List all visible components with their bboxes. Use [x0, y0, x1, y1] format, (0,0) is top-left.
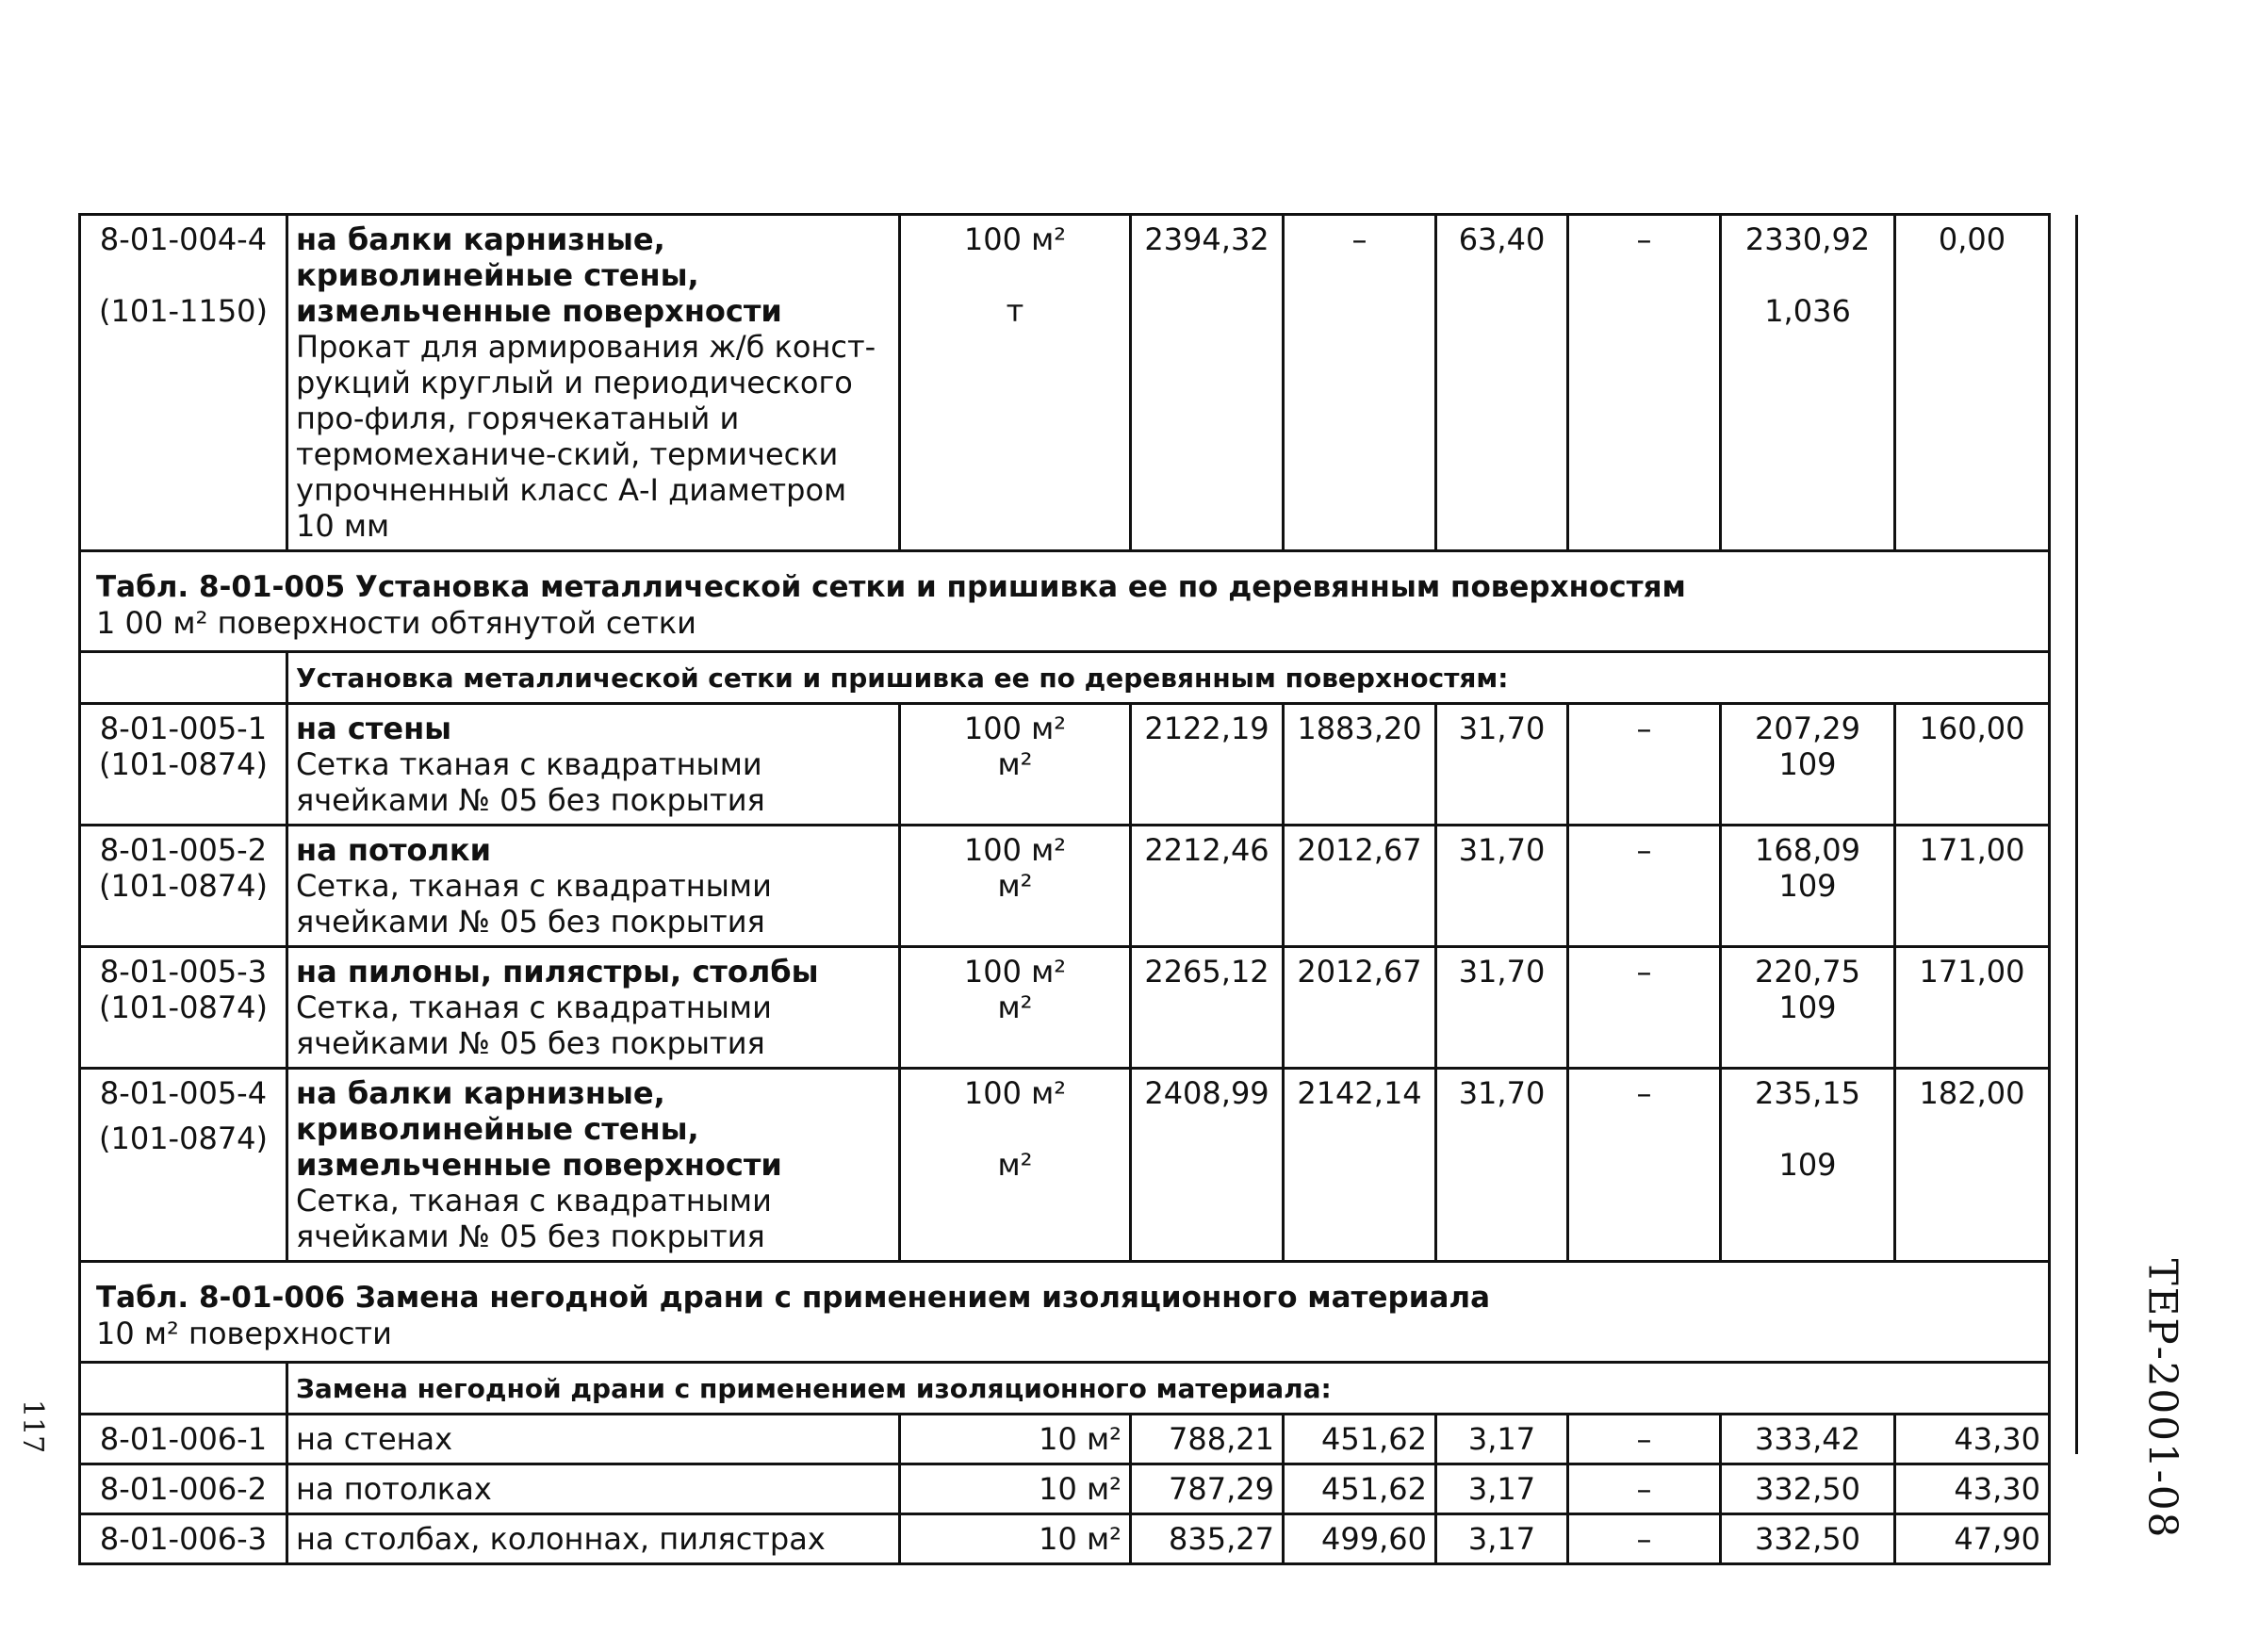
value-machines: 63,40	[1436, 215, 1568, 551]
value-labor: 2142,14	[1284, 1069, 1436, 1262]
value-total: 787,29	[1131, 1464, 1284, 1514]
row-code: 8-01-004-4	[99, 221, 268, 257]
value-machinists: –	[1568, 704, 1721, 826]
value-total: 835,27	[1131, 1514, 1284, 1564]
table-row	[80, 1069, 2050, 1262]
table-row	[80, 947, 2050, 1069]
section-header-row	[80, 551, 2050, 652]
value-total: 788,21	[1131, 1415, 1284, 1464]
unit: 10 м²	[900, 1514, 1131, 1564]
row-code: 8-01-005-1	[99, 711, 268, 746]
material-qty: 109	[1778, 990, 1837, 1025]
row-code: 8-01-006-3	[80, 1514, 287, 1564]
value-total: 2122,19	[1131, 704, 1284, 826]
section-title: Табл. 8-01-006 Замена негодной драни с применением изоляционного материала	[96, 1281, 1491, 1315]
row-code: 8-01-005-4	[99, 1075, 268, 1111]
group-header-row	[80, 1363, 2050, 1415]
value-labor: 2012,67	[1284, 826, 1436, 947]
work-name: на потолки	[296, 832, 492, 868]
row-code: 8-01-005-2	[99, 832, 268, 868]
material-name: Сетка, тканая с квадратными ячейками № 05 без покрытия	[296, 868, 772, 940]
value-machinists: –	[1568, 947, 1721, 1069]
unit: 100 м²	[963, 1075, 1067, 1111]
value-labor: 451,62	[1284, 1464, 1436, 1514]
row-code: 8-01-006-2	[80, 1464, 287, 1514]
work-name: на балки карнизные, криволинейные стены, измельченные поверхности	[296, 1075, 782, 1183]
work-name: на стены	[296, 711, 452, 746]
work-name: на пилоны, пилястры, столбы	[296, 954, 819, 990]
unit: 100 м²	[963, 221, 1067, 257]
work-name: на стенах	[287, 1415, 900, 1464]
value-labor-hours: 160,00	[1895, 704, 2050, 826]
value-materials: 235,15	[1755, 1075, 1860, 1111]
resource-ref: (101-0874)	[98, 746, 269, 782]
value-labor-hours: 171,00	[1895, 947, 2050, 1069]
unit-material: м²	[997, 746, 1033, 782]
value-labor-hours: 43,30	[1895, 1415, 2050, 1464]
value-materials: 332,50	[1721, 1464, 1895, 1514]
value-labor: 1883,20	[1284, 704, 1436, 826]
value-materials: 332,50	[1721, 1514, 1895, 1564]
table-row	[80, 1464, 2050, 1514]
group-header-row	[80, 652, 2050, 704]
document-code: ТЕР-2001-08	[2139, 1258, 2186, 1540]
material-name: Сетка тканая с квадратными ячейками № 05 без покрытия	[296, 746, 765, 818]
value-materials: 2330,92	[1744, 221, 1871, 257]
page-number: 117	[16, 1399, 49, 1454]
resource-ref: (101-1150)	[98, 293, 269, 329]
material-name: Сетка, тканая с квадратными ячейками № 05 без покрытия	[296, 990, 772, 1061]
unit-cell	[900, 215, 1131, 551]
table-row	[80, 1415, 2050, 1464]
value-labor-hours: 43,30	[1895, 1464, 2050, 1514]
value-labor: 2012,67	[1284, 947, 1436, 1069]
unit-material: м²	[997, 868, 1033, 904]
table-row	[80, 704, 2050, 826]
materials-cell	[1721, 215, 1895, 551]
group-title: Замена негодной драни с применением изоляционного материала:	[287, 1363, 2050, 1415]
resource-ref: (101-0874)	[98, 1120, 269, 1156]
resource-ref: (101-0874)	[98, 990, 269, 1025]
table-row	[80, 826, 2050, 947]
value-labor: –	[1284, 215, 1436, 551]
value-machinists: –	[1568, 1415, 1721, 1464]
table-row	[80, 215, 2050, 551]
unit-material: м²	[997, 1147, 1033, 1183]
value-machines: 3,17	[1436, 1514, 1568, 1564]
value-machines: 31,70	[1436, 826, 1568, 947]
work-name: на потолках	[287, 1464, 900, 1514]
value-materials: 168,09	[1755, 832, 1860, 868]
material-qty: 109	[1778, 746, 1837, 782]
group-title: Установка металлической сетки и пришивка ее по деревянным поверхностям:	[287, 652, 2050, 704]
unit: 100 м²	[963, 711, 1067, 746]
value-total: 2265,12	[1131, 947, 1284, 1069]
section-subtitle: 1 00 м² поверхности обтянутой сетки	[96, 605, 696, 641]
material-qty: 109	[1778, 868, 1837, 904]
value-machines: 3,17	[1436, 1415, 1568, 1464]
work-name: на балки карнизные, криволинейные стены, измельченные поверхности	[296, 221, 782, 329]
section-header-row	[80, 1262, 2050, 1363]
unit: 10 м²	[900, 1464, 1131, 1514]
value-machines: 31,70	[1436, 947, 1568, 1069]
value-machinists: –	[1568, 1514, 1721, 1564]
unit-material: м²	[997, 990, 1033, 1025]
table-row	[80, 1514, 2050, 1564]
unit-material: т	[1006, 293, 1024, 329]
value-materials: 207,29	[1755, 711, 1860, 746]
material-name: Сетка, тканая с квадратными ячейками № 05 без покрытия	[296, 1183, 772, 1254]
value-total: 2408,99	[1131, 1069, 1284, 1262]
work-name: на столбах, колоннах, пилястрах	[287, 1514, 900, 1564]
value-machinists: –	[1568, 1464, 1721, 1514]
value-labor: 499,60	[1284, 1514, 1436, 1564]
material-qty: 109	[1778, 1147, 1837, 1183]
unit: 100 м²	[963, 832, 1067, 868]
code-cell	[80, 215, 287, 551]
unit: 10 м²	[900, 1415, 1131, 1464]
margin-rule	[2075, 215, 2078, 1454]
value-labor: 451,62	[1284, 1415, 1436, 1464]
value-materials: 333,42	[1721, 1415, 1895, 1464]
value-machines: 31,70	[1436, 704, 1568, 826]
material-name: Прокат для армирования ж/б конст-рукций круглый и периодического про-филя, горячекатаный и термомеханиче-ский, термически упрочненный класс А-I диаметром 10 мм	[296, 329, 876, 544]
value-total: 2212,46	[1131, 826, 1284, 947]
value-machinists: –	[1568, 826, 1721, 947]
material-qty: 1,036	[1764, 293, 1851, 329]
row-code: 8-01-006-1	[80, 1415, 287, 1464]
price-table	[78, 213, 2051, 1565]
value-machines: 3,17	[1436, 1464, 1568, 1514]
value-machinists: –	[1568, 215, 1721, 551]
value-total: 2394,32	[1131, 215, 1284, 551]
name-cell	[287, 215, 900, 551]
value-labor-hours: 182,00	[1895, 1069, 2050, 1262]
value-labor-hours: 47,90	[1895, 1514, 2050, 1564]
value-materials: 220,75	[1755, 954, 1860, 990]
row-code: 8-01-005-3	[99, 954, 268, 990]
value-labor-hours: 0,00	[1895, 215, 2050, 551]
section-title: Табл. 8-01-005 Установка металлической сетки и пришивка ее по деревянным поверхностям	[96, 570, 1686, 604]
value-machinists: –	[1568, 1069, 1721, 1262]
section-subtitle: 10 м² поверхности	[96, 1316, 392, 1351]
unit: 100 м²	[963, 954, 1067, 990]
resource-ref: (101-0874)	[98, 868, 269, 904]
value-machines: 31,70	[1436, 1069, 1568, 1262]
value-labor-hours: 171,00	[1895, 826, 2050, 947]
